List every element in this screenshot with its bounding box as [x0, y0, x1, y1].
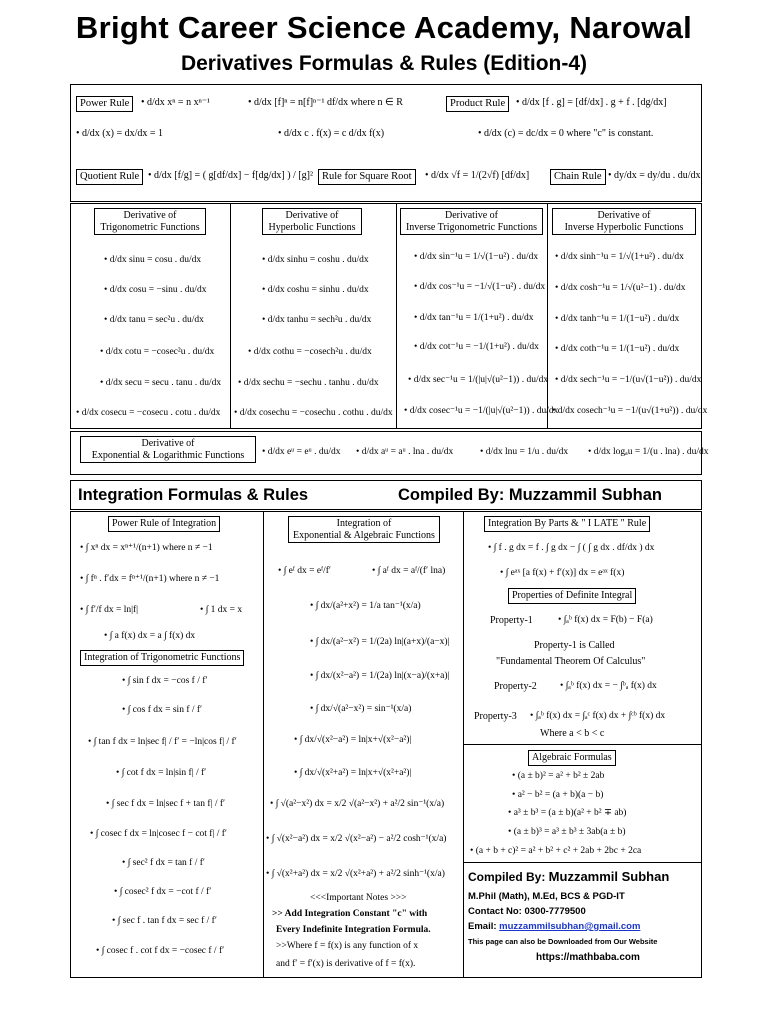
by-parts-formula: • ∫ f . g dx = f . ∫ g dx − ∫ ( ∫ g dx . df/dx ) dx	[488, 543, 655, 553]
note-line-1: >> Add Integration Constant "c" with	[272, 909, 428, 919]
compiler-contact: Contact No: 0300-7779500	[468, 906, 586, 917]
power-integration-4: • ∫ 1 dx = x	[200, 605, 243, 615]
algebraic-integration-1: • ∫ dx/(a²+x²) = 1/a tan⁻¹(x/a)	[310, 601, 421, 611]
constant-multiple-formula: • d/dx c . f(x) = c d/dx f(x)	[278, 128, 385, 139]
trig-integration-label: Integration of Trigonometric Functions	[80, 650, 244, 666]
square-root-rule-label: Rule for Square Root	[318, 169, 416, 185]
algebraic-formula-5: • (a + b + c)² = a² + b² + c² + 2ab + 2bc + 2ca	[470, 846, 642, 856]
exp-integration-1: • ∫ eᶠ dx = eᶠ/f′	[278, 566, 331, 576]
inverse-trig-derivative-6: • d/dx cosec⁻¹u = −1/(|u|√(u²−1)) . du/dx	[404, 406, 559, 416]
exp-derivative-formula: • d/dx eᵘ = eᵘ . du/dx	[262, 447, 341, 457]
hyperbolic-derivative-5: • d/dx sechu = −sechu . tanhu . du/dx	[238, 378, 379, 388]
property-1-label: Property-1	[490, 615, 533, 626]
website-link[interactable]: https://mathbaba.com	[536, 952, 640, 963]
property-3-formula: • ∫ₐᵇ f(x) dx = ∫ₐᶜ f(x) dx + ∫ᶜᵇ f(x) dx	[530, 711, 666, 721]
algebraic-integration-6: • ∫ dx/√(x²+a²) = ln|x+√(x²+a²)|	[294, 768, 412, 778]
inverse-trig-derivative-1: • d/dx sin⁻¹u = 1/√(1−u²) . du/dx	[414, 252, 539, 262]
compiler-name-line: Compiled By: Muzzammil Subhan	[468, 869, 670, 884]
trig-derivative-1: • d/dx sinu = cosu . du/dx	[104, 255, 202, 265]
algebraic-formula-4: • (a ± b)³ = a³ ± b³ ± 3ab(a ± b)	[508, 827, 626, 837]
property-2-label: Property-2	[494, 681, 537, 692]
chain-rule-label: Chain Rule	[550, 169, 606, 185]
hyperbolic-derivative-2: • d/dx coshu = sinhu . du/dx	[262, 285, 369, 295]
algebraic-integration-5: • ∫ dx/√(x²−a²) = ln|x+√(x²−a²)|	[294, 735, 412, 745]
trig-integration-10: • ∫ cosec f . cot f dx = −cosec f / f′	[96, 946, 225, 956]
algebraic-integration-2: • ∫ dx/(a²−x²) = 1/(2a) ln|(a+x)/(a−x)|	[310, 637, 450, 647]
hyperbolic-derivative-4: • d/dx cothu = −cosech²u . du/dx	[248, 347, 372, 357]
compiler-degree: M.Phil (Math), M.Ed, BCS & PGD-IT	[468, 891, 625, 902]
property-1-called: Property-1 is Called	[534, 640, 615, 651]
trig-integration-1: • ∫ sin f dx = −cos f / f′	[122, 676, 208, 686]
algebraic-formula-1: • (a ± b)² = a² + b² ± 2ab	[512, 771, 605, 781]
compiler-email-link[interactable]: muzzammilsubhan@gmail.com	[499, 921, 641, 932]
inverse-trig-derivative-3: • d/dx tan⁻¹u = 1/(1+u²) . du/dx	[414, 313, 534, 323]
hyperbolic-derivative-6: • d/dx cosechu = −cosechu . cothu . du/dx	[234, 408, 393, 418]
algebraic-integration-8: • ∫ √(x²−a²) dx = x/2 √(x²−a²) − a²/2 cosh⁻¹(x/a)	[266, 834, 447, 844]
trig-derivative-2: • d/dx cosu = −sinu . du/dx	[104, 285, 207, 295]
inverse-hyperbolic-derivative-6: • d/dx cosech⁻¹u = −1/(u√(1+u²)) . du/dx	[552, 406, 708, 416]
trig-integration-5: • ∫ sec f dx = ln|sec f + tan f| / f′	[106, 799, 226, 809]
trig-integration-7: • ∫ sec² f dx = tan f / f′	[122, 858, 205, 868]
hyperbolic-derivative-1: • d/dx sinhu = coshu . du/dx	[262, 255, 369, 265]
compiler-name: Muzzammil Subhan	[548, 869, 670, 884]
inverse-trig-derivative-4: • d/dx cot⁻¹u = −1/(1+u²) . du/dx	[414, 342, 539, 352]
exp-algebraic-integration-label: Integration of Exponential & Algebraic Functions	[288, 516, 440, 543]
ln-derivative-formula: • d/dx lnu = 1/u . du/dx	[480, 447, 569, 457]
note-line-4: and f′ = f′(x) is derivative of f = f(x).	[276, 959, 416, 969]
inverse-trig-derivative-label: Derivative of Inverse Trigonometric Functions	[400, 208, 543, 235]
power-integration-1: • ∫ xⁿ dx = xⁿ⁺¹/(n+1) where n ≠ −1	[80, 543, 213, 553]
property-3-label: Property-3	[474, 711, 517, 722]
trig-derivative-4: • d/dx cotu = −cosec²u . du/dx	[100, 347, 215, 357]
trig-integration-3: • ∫ tan f dx = ln|sec f| / f′ = −ln|cos f| / f′	[88, 737, 237, 747]
quotient-rule-formula: • d/dx [f/g] = ( g[df/dx] − f[dg/dx] ) / [g]²	[148, 170, 313, 181]
algebraic-integration-9: • ∫ √(x²+a²) dx = x/2 √(x²+a²) + a²/2 sinh⁻¹(x/a)	[266, 869, 445, 879]
trig-derivative-label: Derivative of Trigonometric Functions	[94, 208, 206, 235]
algebraic-formula-2: • a² − b² = (a + b)(a − b)	[512, 790, 604, 800]
property-2-formula: • ∫ₐᵇ f(x) dx = − ∫ᵇₐ f(x) dx	[560, 681, 657, 691]
notes-heading: <<<Important Notes >>>	[310, 893, 407, 903]
inverse-hyperbolic-derivative-4: • d/dx coth⁻¹u = 1/(1−u²) . du/dx	[555, 344, 680, 354]
power-integration-2: • ∫ fⁿ . f′dx = fⁿ⁺¹/(n+1) where n ≠ −1	[80, 574, 220, 584]
hyperbolic-derivative-3: • d/dx tanhu = sech²u . du/dx	[262, 315, 372, 325]
trig-integration-9: • ∫ sec f . tan f dx = sec f / f′	[112, 916, 217, 926]
by-parts-label: Integration By Parts & " I LATE " Rule	[484, 516, 650, 532]
general-power-rule-formula: • d/dx [f]ⁿ = n[f]ⁿ⁻¹ df/dx where n ∈ R	[248, 97, 403, 108]
definite-where: Where a < b < c	[540, 728, 605, 739]
algebraic-formula-3: • a³ ± b³ = (a ± b)(a² + b² ∓ ab)	[508, 808, 627, 818]
page-subtitle: Derivatives Formulas & Rules (Edition-4)	[180, 52, 588, 75]
derivative-of-constant-formula: • d/dx (c) = dc/dx = 0 where "c" is constant.	[478, 128, 654, 139]
integration-title: Integration Formulas & Rules	[78, 486, 309, 504]
inverse-trig-derivative-5: • d/dx sec⁻¹u = 1/(|u|√(u²−1)) . du/dx	[408, 375, 549, 385]
power-integration-3: • ∫ f′/f dx = ln|f|	[80, 605, 139, 615]
trig-integration-6: • ∫ cosec f dx = ln|cosec f − cot f| / f′	[90, 829, 228, 839]
download-note: This page can also be Downloaded from Our Website	[468, 937, 658, 946]
integration-compiled-by: Compiled By: Muzzammil Subhan	[398, 486, 663, 504]
quotient-rule-label: Quotient Rule	[76, 169, 143, 185]
trig-derivative-6: • d/dx cosecu = −cosecu . cotu . du/dx	[76, 408, 221, 418]
trig-derivative-5: • d/dx secu = secu . tanu . du/dx	[100, 378, 222, 388]
derivative-of-x-formula: • d/dx (x) = dx/dx = 1	[76, 128, 163, 139]
power-rule-label: Power Rule	[76, 96, 133, 112]
product-rule-label: Product Rule	[446, 96, 509, 112]
compiler-email-line: Email: muzzammilsubhan@gmail.com	[468, 921, 641, 932]
hyperbolic-derivative-label: Derivative of Hyperbolic Functions	[262, 208, 362, 235]
trig-derivative-3: • d/dx tanu = sec²u . du/dx	[104, 315, 204, 325]
inverse-hyperbolic-derivative-5: • d/dx sech⁻¹u = −1/(u√(1−u²)) . du/dx	[555, 375, 702, 385]
a-power-derivative-formula: • d/dx aᵘ = aᵘ . lna . du/dx	[356, 447, 454, 457]
trig-integration-8: • ∫ cosec² f dx = −cot f / f′	[114, 887, 212, 897]
power-rule-integration-label: Power Rule of Integration	[108, 516, 220, 532]
log-derivative-formula: • d/dx logₐu = 1/(u . lna) . du/dx	[588, 447, 709, 457]
algebraic-integration-4: • ∫ dx/√(a²−x²) = sin⁻¹(x/a)	[310, 704, 412, 714]
eax-integration-formula: • ∫ eᵃˣ [a f(x) + f′(x)] dx = eᵃˣ f(x)	[500, 568, 625, 578]
inverse-hyperbolic-derivative-2: • d/dx cosh⁻¹u = 1/√(u²−1) . du/dx	[555, 283, 686, 293]
page-title: Bright Career Science Academy, Narowal	[75, 10, 693, 45]
chain-rule-formula: • dy/dx = dy/du . du/dx	[608, 170, 701, 181]
property-1-formula: • ∫ₐᵇ f(x) dx = F(b) − F(a)	[558, 615, 653, 625]
definite-integral-label: Properties of Definite Integral	[508, 588, 636, 604]
trig-integration-4: • ∫ cot f dx = ln|sin f| / f′	[116, 768, 207, 778]
inverse-hyperbolic-derivative-1: • d/dx sinh⁻¹u = 1/√(1+u²) . du/dx	[555, 252, 684, 262]
note-line-2: Every Indefinite Integration Formula.	[276, 925, 431, 935]
inverse-trig-derivative-2: • d/dx cos⁻¹u = −1/√(1−u²) . du/dx	[414, 282, 546, 292]
product-rule-formula: • d/dx [f . g] = [df/dx] . g + f . [dg/dx]	[516, 97, 667, 108]
square-root-rule-formula: • d/dx √f = 1/(2√f) [df/dx]	[425, 170, 530, 181]
fundamental-theorem: "Fundamental Theorem Of Calculus"	[496, 656, 646, 667]
algebraic-formulas-label: Algebraic Formulas	[528, 750, 616, 766]
power-rule-formula: • d/dx xⁿ = n xⁿ⁻¹	[141, 97, 210, 108]
trig-integration-2: • ∫ cos f dx = sin f / f′	[122, 705, 203, 715]
algebraic-integration-3: • ∫ dx/(x²−a²) = 1/(2a) ln|(x−a)/(x+a)|	[310, 671, 450, 681]
note-line-3: >>Where f = f(x) is any function of x	[276, 941, 419, 951]
exp-log-derivative-label: Derivative of Exponential & Logarithmic Functions	[80, 436, 256, 463]
exp-integration-2: • ∫ aᶠ dx = aᶠ/(f′ lna)	[372, 566, 446, 576]
power-integration-5: • ∫ a f(x) dx = a ∫ f(x) dx	[104, 631, 196, 641]
inverse-hyperbolic-derivative-label: Derivative of Inverse Hyperbolic Functions	[552, 208, 696, 235]
inverse-hyperbolic-derivative-3: • d/dx tanh⁻¹u = 1/(1−u²) . du/dx	[555, 314, 680, 324]
algebraic-integration-7: • ∫ √(a²−x²) dx = x/2 √(a²−x²) + a²/2 sin⁻¹(x/a)	[270, 799, 445, 809]
